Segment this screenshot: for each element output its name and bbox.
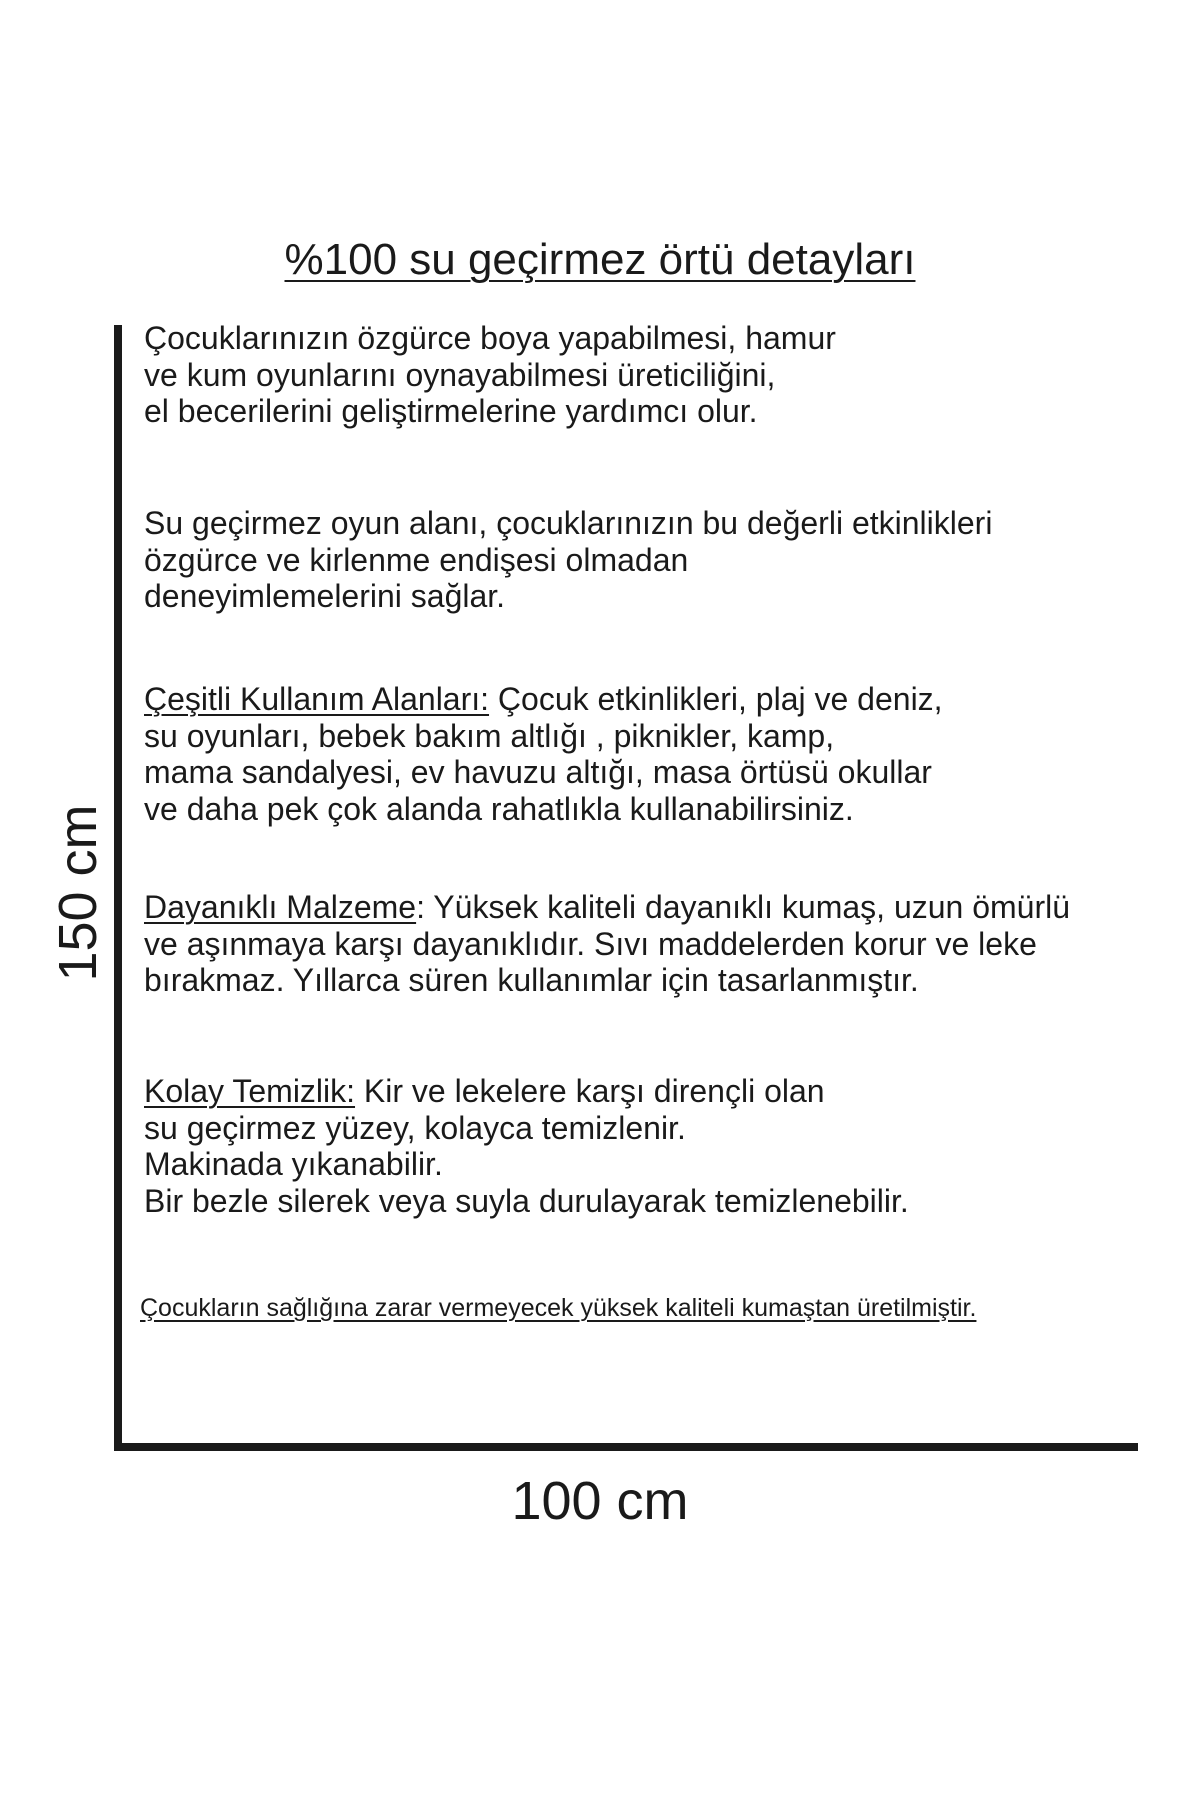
width-label: 100 cm xyxy=(511,1471,689,1531)
paragraph-line: bırakmaz. Yıllarca süren kullanımlar için tasarlanmıştır. xyxy=(144,962,919,998)
paragraph-play-area xyxy=(144,505,1184,615)
paragraph-line: su oyunları, bebek bakım altlığı , piknikler, kamp, xyxy=(144,717,835,754)
paragraph-easy-cleaning xyxy=(144,1073,1184,1219)
paragraph-usage-areas xyxy=(144,681,1184,827)
paragraph-line: ve daha pek çok alanda rahatlıkla kullanabilirsiniz. xyxy=(144,790,854,827)
paragraph-line: özgürce ve kirlenme endişesi olmadan xyxy=(144,541,689,578)
section-first-line-text: Çocuk etkinlikleri, plaj ve deniz, xyxy=(489,681,943,717)
paragraph-line xyxy=(144,889,1184,926)
paragraph-line: ve kum oyunlarını oynayabilmesi üreticiliğini, xyxy=(144,356,776,393)
section-first-line-text: : Yüksek kaliteli dayanıklı kumaş, uzun ömürlü xyxy=(416,889,1071,925)
paragraph-line: Su geçirmez oyun alanı, çocuklarınızın bu değerli etkinlikleri xyxy=(144,505,993,541)
footer-note: Çocukların sağlığına zarar vermeyecek yüksek kaliteli kumaştan üretilmiştir. xyxy=(140,1294,977,1322)
paragraph-intro xyxy=(144,320,1184,430)
paragraph-line xyxy=(144,1073,1184,1110)
paragraph-line: su geçirmez yüzey, kolayca temizlenir. xyxy=(144,1109,686,1146)
page-title: %100 su geçirmez örtü detayları xyxy=(284,235,916,284)
section-heading-usage: Çeşitli Kullanım Alanları: xyxy=(144,681,490,717)
height-label: 150 cm xyxy=(48,804,108,982)
paragraph-line: Çocuklarınızın özgürce boya yapabilmesi, hamur xyxy=(144,320,836,356)
paragraph-line: el becerilerini geliştirmelerine yardımcı olur. xyxy=(144,393,758,429)
section-heading-durable: Dayanıklı Malzeme xyxy=(144,889,417,925)
height-dimension-line xyxy=(114,325,122,1451)
section-first-line-text: Kir ve lekelere karşı dirençli olan xyxy=(355,1073,825,1109)
paragraph-line: mama sandalyesi, ev havuzu altığı, masa örtüsü okullar xyxy=(144,754,932,790)
paragraph-durable-material xyxy=(144,889,1184,999)
width-dimension-line xyxy=(114,1443,1138,1451)
section-heading-cleaning: Kolay Temizlik: xyxy=(144,1073,356,1109)
paragraph-line: Bir bezle silerek veya suyla durulayarak temizlenebilir. xyxy=(144,1182,909,1219)
paragraph-line: deneyimlemelerini sağlar. xyxy=(144,578,506,614)
paragraph-line: ve aşınmaya karşı dayanıklıdır. Sıvı maddelerden korur ve leke xyxy=(144,925,1037,962)
paragraph-line: Makinada yıkanabilir. xyxy=(144,1146,443,1182)
paragraph-line xyxy=(144,681,1184,718)
